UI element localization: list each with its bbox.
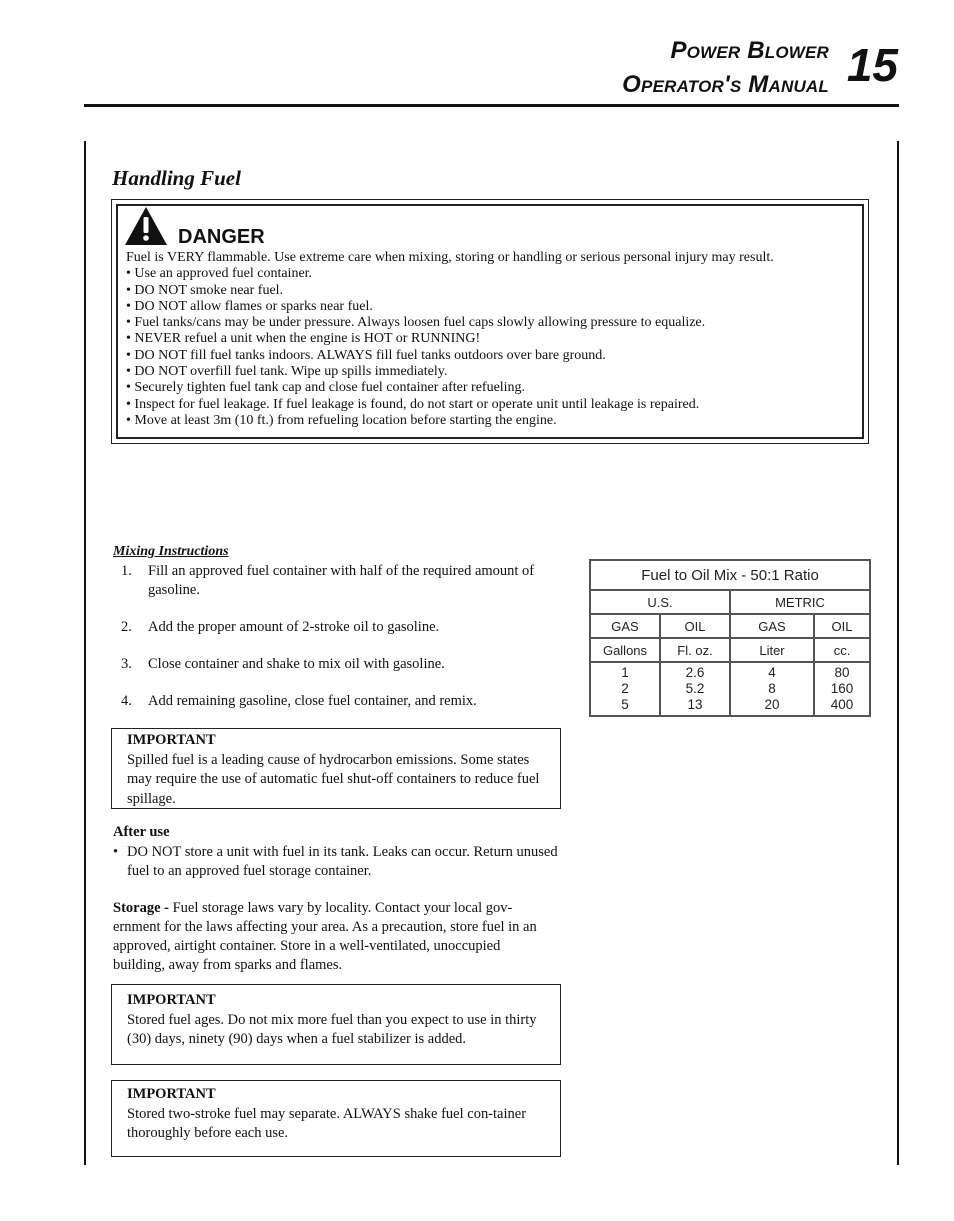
danger-item: • DO NOT overfill fuel tank. Wipe up spills immediately.	[126, 364, 448, 380]
table-column-header: OIL	[814, 614, 870, 638]
step-number: 2.	[121, 619, 132, 635]
step-text: Add remaining gasoline, close fuel container, and remix.	[148, 693, 477, 709]
step-number: 1.	[121, 563, 132, 579]
manual-title-line2: Operator's Manual	[622, 71, 829, 98]
table-unit: cc.	[814, 638, 870, 662]
danger-item: • Fuel tanks/cans may be under pressure. Always loosen fuel caps slowly allowing pressure to equalize.	[126, 315, 706, 331]
storage-text: Fuel storage laws vary by locality. Contact your local gov-ernment for the laws affecting your area. As a precaution, store fuel in an approved, airtight container. Store in a well-ventilated, unoccupied building, away from sparks and flames.	[113, 900, 537, 973]
table-cell-us-oil	[660, 662, 730, 716]
after-use-text: DO NOT store a unit with fuel in its tank. Leaks can occur. Return unused fuel to an approved fuel storage container.	[127, 844, 558, 879]
table-group-metric: METRIC	[730, 590, 870, 614]
important-title: IMPORTANT	[127, 1086, 216, 1102]
table-column-header: GAS	[590, 614, 660, 638]
mixing-step	[113, 692, 563, 711]
danger-item: • DO NOT allow flames or sparks near fuel.	[126, 298, 373, 314]
manual-title-line1: Power Blower	[670, 37, 829, 64]
table-unit: Fl. oz.	[660, 638, 730, 662]
step-number: 3.	[121, 656, 132, 672]
danger-item: • Move at least 3m (10 ft.) from refueling location before starting the engine.	[126, 412, 557, 428]
important-text: Spilled fuel is a leading cause of hydrocarbon emissions. Some states may require the use of automatic fuel shut-off containers to reduce fuel spillage.	[127, 751, 540, 807]
important-box-separation	[111, 1080, 561, 1157]
table-value: 20	[764, 697, 780, 712]
table-value: 5	[621, 697, 629, 712]
danger-text	[126, 250, 856, 429]
danger-item: • NEVER refuel a unit when the engine is HOT or RUNNING!	[126, 331, 481, 347]
section-title: Handling Fuel	[112, 166, 241, 190]
left-margin-rule	[84, 141, 86, 1165]
danger-intro: Fuel is VERY flammable. Use extreme care when mixing, storing or handling or serious personal injury may result.	[126, 250, 774, 265]
manual-title	[622, 34, 829, 102]
header-rule	[84, 104, 899, 107]
table-column-header: GAS	[730, 614, 814, 638]
table-column-header: OIL	[660, 614, 730, 638]
table-cell-us-gas	[590, 662, 660, 716]
danger-item: • Securely tighten fuel tank cap and close fuel container after refueling.	[126, 380, 526, 396]
table-cell-metric-oil	[814, 662, 870, 716]
danger-item: • DO NOT fill fuel tanks indoors. ALWAYS fill fuel tanks outdoors over bare ground.	[126, 347, 606, 363]
table-value: 5.2	[685, 681, 705, 696]
table-value: 8	[768, 681, 776, 696]
important-text: Stored fuel ages. Do not mix more fuel than you expect to use in thirty (30) days, ninety (90) days when a fuel stabilizer is added.	[127, 1011, 537, 1047]
table-title: Fuel to Oil Mix - 50:1 Ratio	[590, 560, 870, 590]
table-value: 13	[687, 697, 703, 712]
danger-item: • Use an approved fuel container.	[126, 266, 313, 282]
table-value: 80	[834, 665, 850, 680]
right-margin-rule	[897, 141, 899, 1165]
table-cell-metric-gas	[730, 662, 814, 716]
danger-item: • DO NOT smoke near fuel.	[126, 282, 284, 298]
important-text: Stored two-stroke fuel may separate. ALWAYS shake fuel con-tainer thoroughly before each use.	[127, 1105, 527, 1141]
danger-label: DANGER	[178, 226, 265, 248]
page-number: 15	[846, 39, 898, 91]
important-title: IMPORTANT	[127, 732, 216, 748]
step-number: 4.	[121, 693, 132, 709]
step-text: Add the proper amount of 2-stroke oil to gasoline.	[148, 619, 440, 635]
table-value: 400	[830, 697, 854, 712]
important-title: IMPORTANT	[127, 992, 216, 1008]
important-box-emissions	[111, 728, 561, 809]
storage-paragraph	[113, 899, 555, 975]
mixing-step	[113, 655, 563, 674]
warning-triangle-icon	[124, 206, 168, 246]
mixing-step	[113, 618, 563, 637]
fuel-mix-table	[589, 559, 871, 717]
bullet: •	[113, 844, 119, 860]
danger-item: • Inspect for fuel leakage. If fuel leakage is found, do not start or operate unit until leakage is repaired.	[126, 396, 700, 412]
mixing-steps	[113, 562, 563, 729]
mixing-step	[113, 562, 563, 600]
storage-label: Storage -	[113, 900, 169, 916]
table-group-us: U.S.	[590, 590, 730, 614]
table-unit: Gallons	[590, 638, 660, 662]
table-value: 4	[768, 665, 776, 680]
important-box-fuel-age	[111, 984, 561, 1065]
table-unit: Liter	[730, 638, 814, 662]
after-use-item	[113, 843, 567, 881]
table-value: 160	[830, 681, 854, 696]
table-value: 2	[621, 681, 629, 696]
table-value: 1	[621, 665, 629, 680]
table-value: 2.6	[685, 665, 705, 680]
after-use-heading: After use	[113, 824, 170, 840]
step-text: Fill an approved fuel container with half of the required amount of gasoline.	[148, 563, 535, 598]
step-text: Close container and shake to mix oil with gasoline.	[148, 656, 445, 672]
mixing-heading: Mixing Instructions	[113, 544, 229, 559]
